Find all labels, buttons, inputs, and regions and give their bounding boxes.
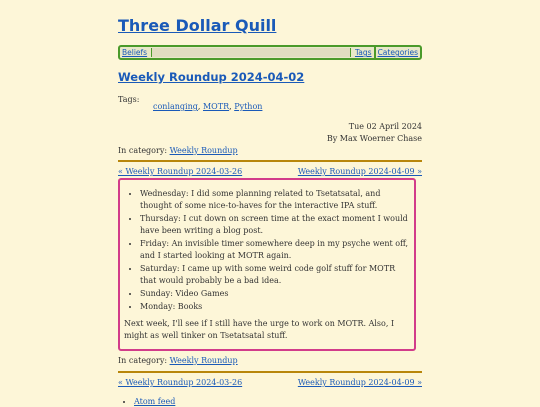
tag-link-python[interactable]: Python xyxy=(234,102,263,111)
footer-links xyxy=(118,397,175,407)
tag-separator: , xyxy=(229,102,235,111)
list-item: • Wednesday: I did some planning related to Tsetatsatal, and thought of some nice-to-haves for the interactive IPA stuff. xyxy=(140,188,410,212)
category-label: In category: xyxy=(118,356,168,365)
category-line-bottom xyxy=(118,356,238,365)
tags-label: Tags: xyxy=(118,95,140,104)
atom-feed-link[interactable]: Atom feed xyxy=(134,397,176,406)
tags-list xyxy=(153,102,262,111)
list-item: • Monday: Books xyxy=(140,301,410,313)
site-title-link[interactable]: Three Dollar Quill xyxy=(118,16,277,35)
next-post-link[interactable]: Weekly Roundup 2024-04-09 » xyxy=(297,378,422,387)
list-item: • Friday: An invisible timer somewhere deep in my psyche went off, and I started looking at MOTR again. xyxy=(140,238,410,262)
post-navigation-top xyxy=(118,167,422,176)
nav-tags-link[interactable]: Tags xyxy=(354,48,372,57)
list-item: • Thursday: I cut down on screen time at the exact moment I would have been writing a blog post. xyxy=(140,213,410,237)
list-item: • Saturday: I came up with some weird code golf stuff for MOTR that would probably be a bad idea. xyxy=(140,263,410,287)
divider-rule xyxy=(118,371,422,373)
prev-post-link[interactable]: « Weekly Roundup 2024-03-26 xyxy=(118,378,243,387)
next-post-link[interactable]: Weekly Roundup 2024-04-09 » xyxy=(297,167,422,176)
tag-separator: , xyxy=(197,102,203,111)
post-navigation-bottom xyxy=(118,378,422,387)
category-link[interactable]: Weekly Roundup xyxy=(169,146,238,155)
tag-link-motr[interactable]: MOTR xyxy=(202,102,230,111)
category-label: In category: xyxy=(118,146,168,155)
nav-categories-link[interactable]: Categories xyxy=(377,48,418,57)
nav-bar xyxy=(118,45,422,60)
post-content xyxy=(118,178,416,351)
list-item: • Sunday: Video Games xyxy=(140,288,410,300)
nav-spacer xyxy=(151,48,351,57)
category-line-top xyxy=(118,146,238,155)
post-title-link[interactable]: Weekly Roundup 2024-04-02 xyxy=(118,70,305,84)
roundup-list xyxy=(124,188,410,313)
prev-post-link[interactable]: « Weekly Roundup 2024-03-26 xyxy=(118,167,243,176)
divider-rule xyxy=(118,160,422,162)
tag-link-conlanging[interactable]: conlanging xyxy=(153,102,198,111)
category-link[interactable]: Weekly Roundup xyxy=(169,356,238,365)
post-author: By Max Woerner Chase xyxy=(326,134,422,143)
post-date: Tue 02 April 2024 xyxy=(348,122,422,131)
nav-beliefs-link[interactable]: Beliefs xyxy=(122,48,148,57)
closing-paragraph: Next week, I'll see if I still have the urge to work on MOTR. Also, I might as well tinker on Tsetatsatal stuff. xyxy=(124,319,395,340)
list-item xyxy=(134,397,175,407)
